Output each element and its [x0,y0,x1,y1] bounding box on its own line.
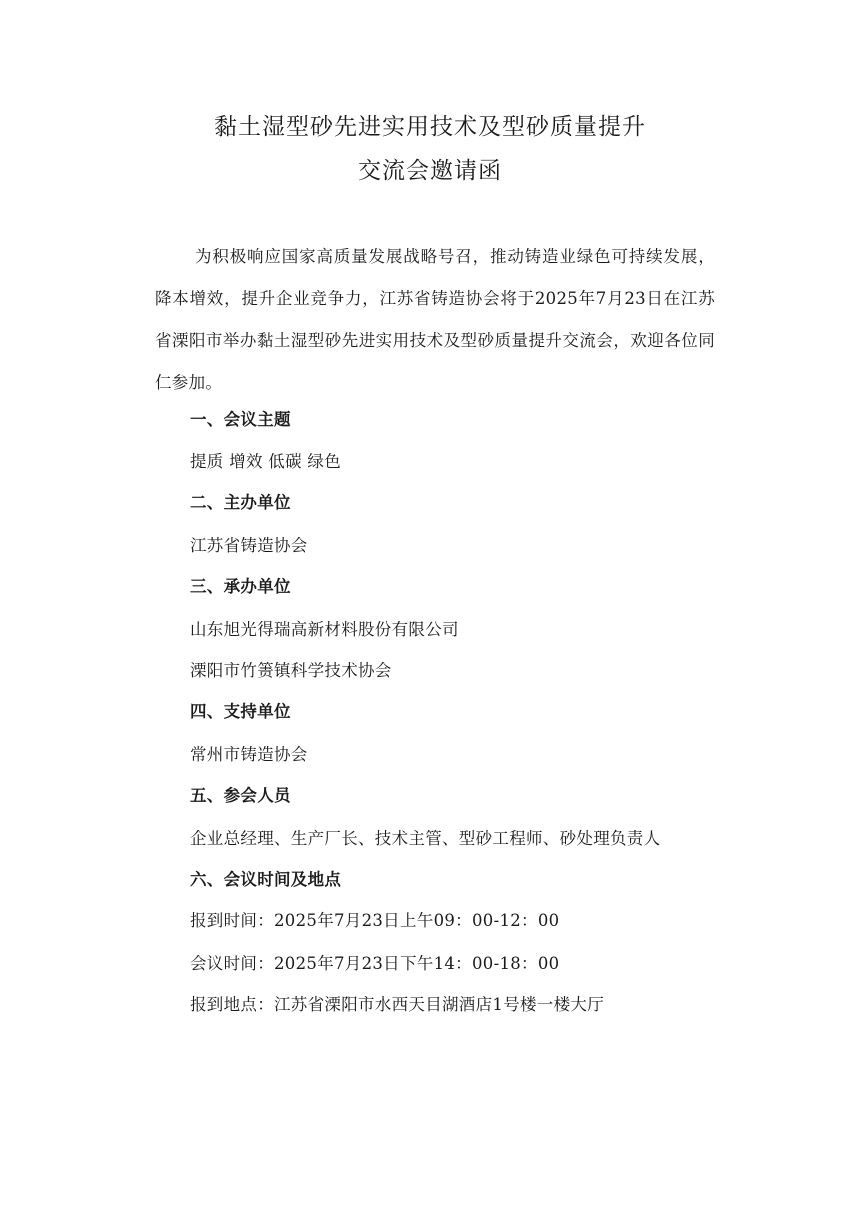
section-heading-theme: 一、会议主题 [190,410,291,429]
section-heading-time-place: 六、会议时间及地点 [190,870,342,889]
section-heading-attendees: 五、参会人员 [190,786,291,805]
section-text-support: 常州市铸造协会 [190,745,308,764]
section-heading-support: 四、支持单位 [190,702,291,721]
intro-paragraph: 为积极响应国家高质量发展战略号召，推动铸造业绿色可持续发展，降本增效，提升企业竞争力，江苏省铸造协会将于2025年7月23日在江苏省溧阳市举办黏土湿型砂先进实用技术及型砂质量提升交流会，欢迎各位同仁参加。 [155,247,715,392]
section-text-meeting-time: 会议时间：2025年7月23日下午14：00-18：00 [190,954,560,973]
section-text-organizer-2: 溧阳市竹箦镇科学技术协会 [190,661,392,680]
section-heading-organizer: 三、承办单位 [190,577,291,596]
section-text-organizer-1: 山东旭光得瑞高新材料股份有限公司 [190,620,459,639]
section-heading-host: 二、主办单位 [190,493,291,512]
section-text-attendees: 企业总经理、生产厂长、技术主管、型砂工程师、砂处理负责人 [190,829,661,848]
title-line-2: 交流会邀请函 [358,158,502,184]
section-text-checkin-time: 报到时间：2025年7月23日上午09：00-12：00 [190,911,560,930]
section-text-theme: 提质 增效 低碳 绿色 [190,452,342,471]
section-text-checkin-place: 报到地点：江苏省溧阳市水西天目湖酒店1号楼一楼大厅 [190,995,604,1014]
section-text-host: 江苏省铸造协会 [190,536,308,555]
title-line-1: 黏土湿型砂先进实用技术及型砂质量提升 [214,114,646,140]
